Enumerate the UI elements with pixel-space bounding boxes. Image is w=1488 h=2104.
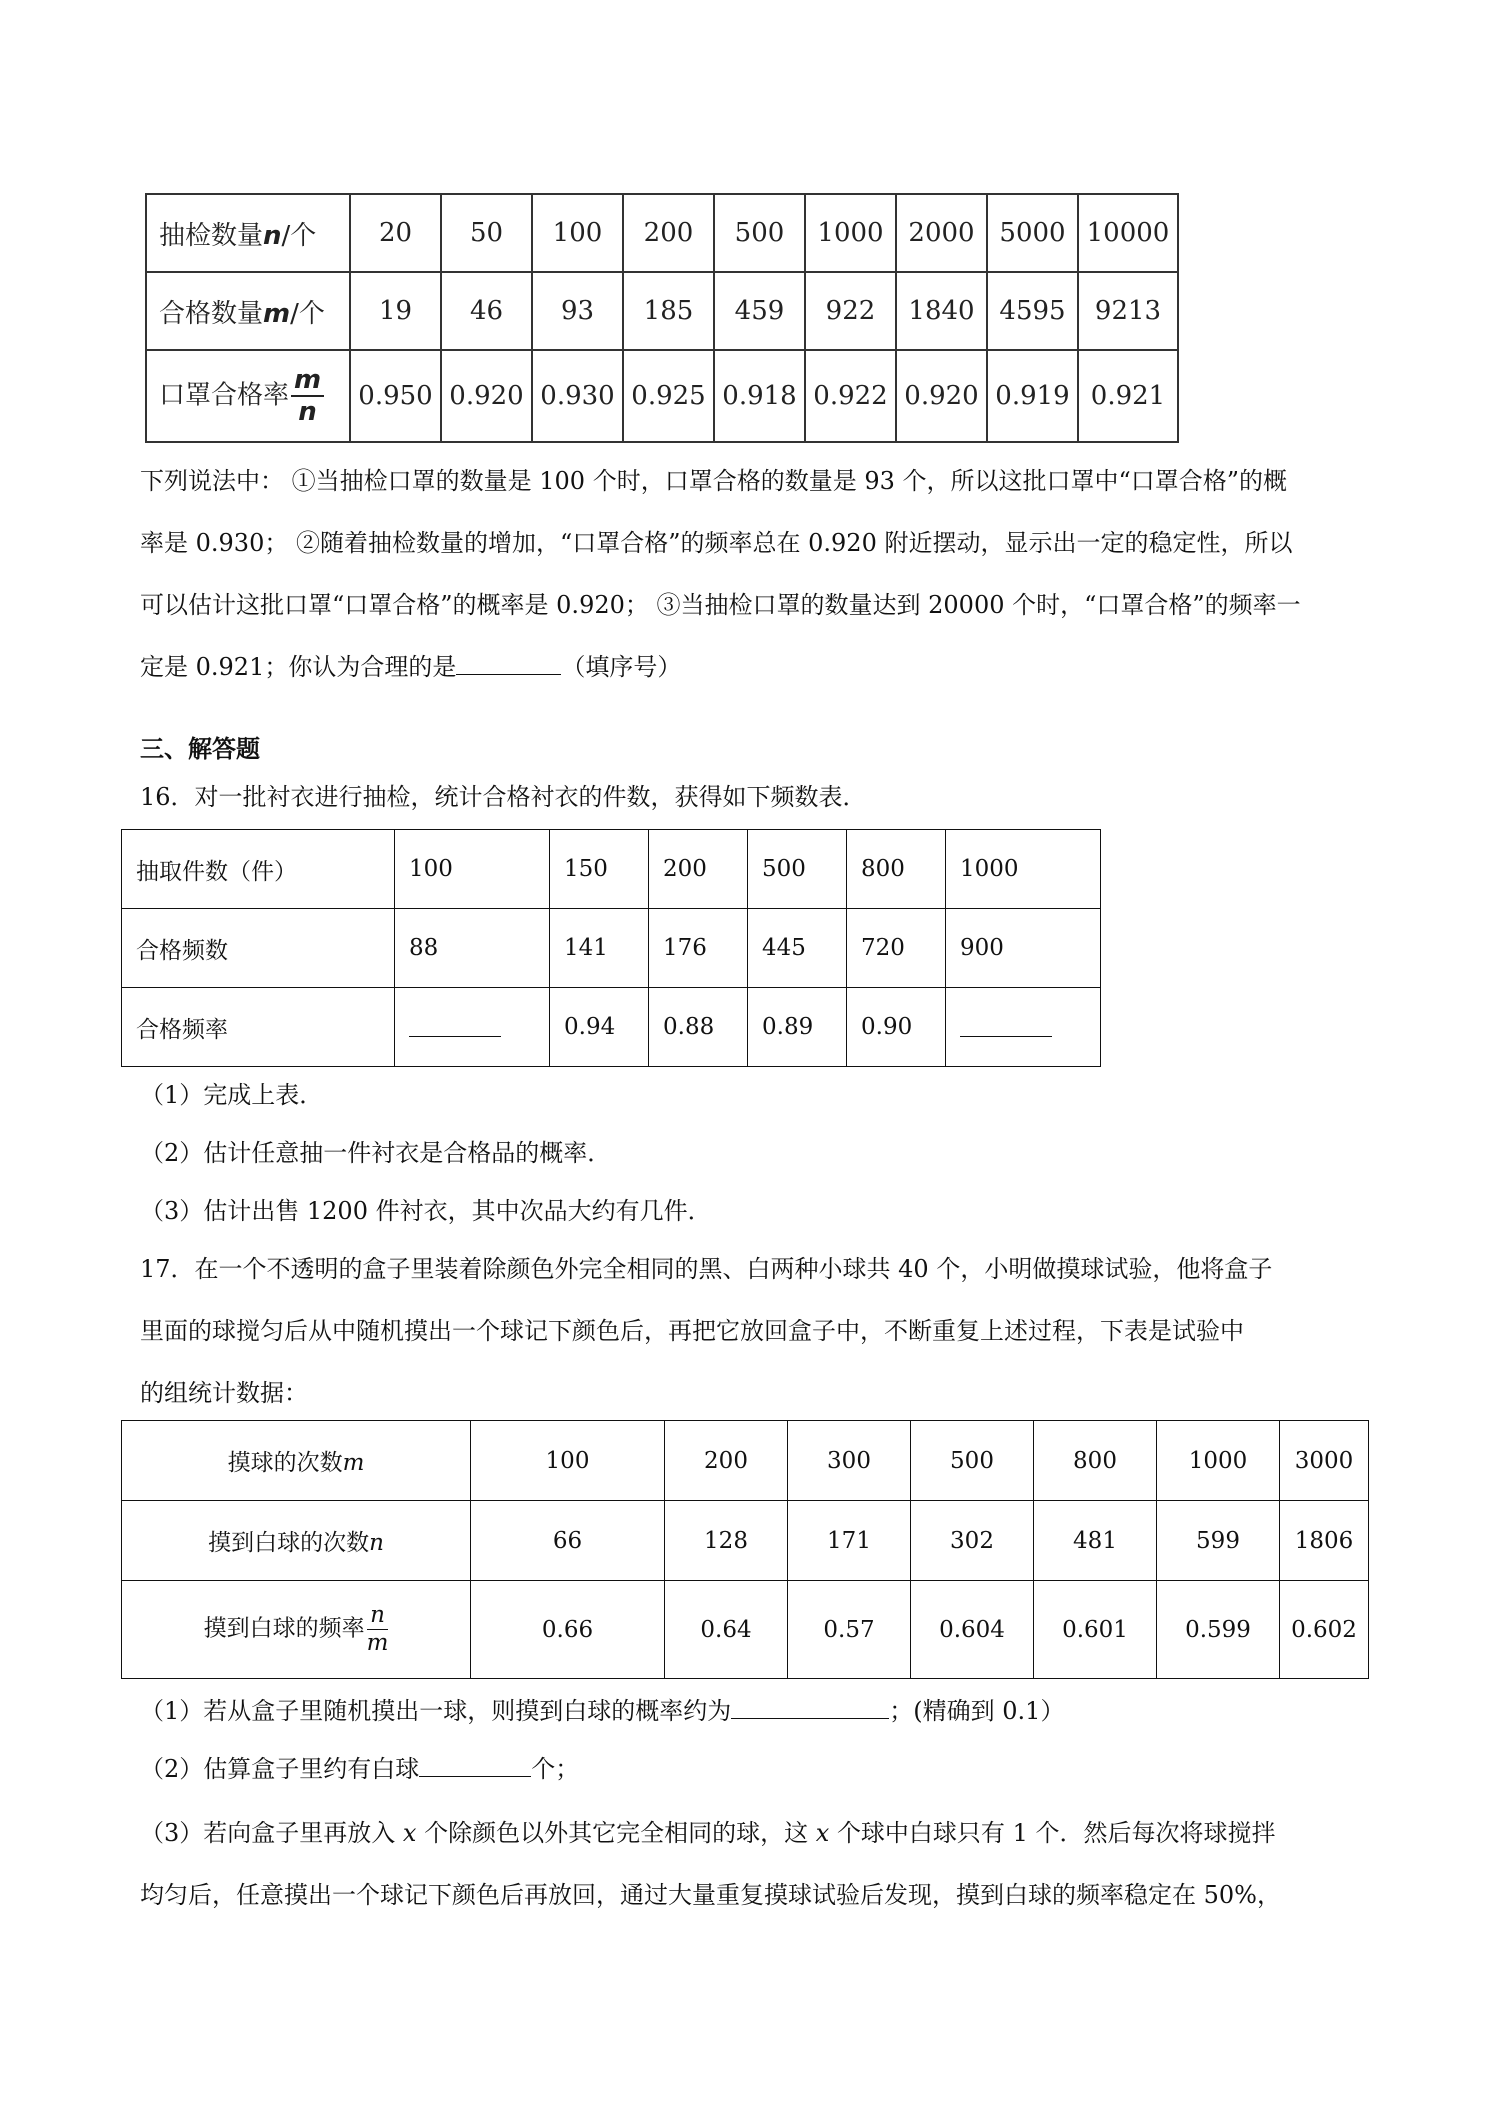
table-cell: 128 xyxy=(665,1501,788,1581)
fraction-n-over-m: $\frac{n}{m}$ xyxy=(366,1602,389,1656)
q17-stem-3: 的组统计数据： xyxy=(140,1379,308,1407)
q15-line-1: 下列说法中： ①当抽检口罩的数量是 100 个时，口罩合格的数量是 93 个，所以这批口罩中“口罩合格”的概 xyxy=(140,467,1288,495)
table-row xyxy=(122,1421,1369,1501)
table-cell: 0.601 xyxy=(1034,1581,1157,1679)
table-cell: 459 xyxy=(714,272,805,350)
table-cell: 50 xyxy=(441,194,532,272)
table-cell: 0.57 xyxy=(788,1581,911,1679)
table-cell: 500 xyxy=(911,1421,1034,1501)
table-cell: 922 xyxy=(805,272,896,350)
answer-blank xyxy=(419,1752,531,1777)
row-header-rate: 合格频率 xyxy=(122,988,395,1067)
table-cell: 1000 xyxy=(1157,1421,1280,1501)
q16-part-3: （3）估计出售 1200 件衬衣，其中次品大约有几件． xyxy=(140,1197,712,1225)
q15-line-4: 定是 0.921；你认为合理的是 （填序号） xyxy=(140,650,1362,684)
table-cell: 800 xyxy=(1034,1421,1157,1501)
row-header-rate: 摸到白球的频率 $\frac{n}{m}$ xyxy=(122,1581,471,1679)
row-header-count: 抽取件数（件） xyxy=(122,830,395,909)
table-cell: 10000 xyxy=(1078,194,1178,272)
q15-line-2: 率是 0.930； ②随着抽检数量的增加，“口罩合格”的频率总在 0.920 附近摆动，显示出一定的稳定性，所以 xyxy=(140,529,1293,557)
table-cell: 0.90 xyxy=(847,988,946,1067)
q16-part-1: （1）完成上表． xyxy=(140,1081,324,1109)
answer-blank xyxy=(960,1012,1052,1037)
table-cell: 200 xyxy=(623,194,714,272)
table-row xyxy=(122,909,1101,988)
row-header-rate: 口罩合格率 $\frac{m}{n}$ xyxy=(146,350,350,442)
table-cell: 0.599 xyxy=(1157,1581,1280,1679)
table-cell: 0.88 xyxy=(649,988,748,1067)
q17-part-3-cont: 均匀后，任意摸出一个球记下颜色后再放回，通过大量重复摸球试验后发现，摸到白球的频率稳定在 50%， xyxy=(140,1881,1281,1909)
table-cell: 176 xyxy=(649,909,748,988)
q17-stem-1: 17．在一个不透明的盒子里装着除颜色外完全相同的黑、白两种小球共 40 个，小明做摸球试验，他将盒子 xyxy=(140,1255,1273,1283)
table-row xyxy=(146,272,1178,350)
table-cell: 1840 xyxy=(896,272,987,350)
table-cell: 302 xyxy=(911,1501,1034,1581)
table-cell: 0.930 xyxy=(532,350,623,442)
table-cell: 100 xyxy=(395,830,550,909)
table-row xyxy=(122,830,1101,909)
table-cell: 171 xyxy=(788,1501,911,1581)
q16-part-2: （2）估计任意抽一件衬衣是合格品的概率． xyxy=(140,1139,612,1167)
table-cell: 0.921 xyxy=(1078,350,1178,442)
table-cell: 599 xyxy=(1157,1501,1280,1581)
table-cell: 2000 xyxy=(896,194,987,272)
table-row xyxy=(122,988,1101,1067)
answer-blank xyxy=(456,650,561,675)
table-cell: 4595 xyxy=(987,272,1078,350)
table-cell: 141 xyxy=(550,909,649,988)
table-cell: 0.922 xyxy=(805,350,896,442)
answer-blank xyxy=(731,1694,889,1719)
table-cell: 9213 xyxy=(1078,272,1178,350)
table-row xyxy=(146,350,1178,442)
table-cell: 66 xyxy=(471,1501,665,1581)
table-cell: 0.66 xyxy=(471,1581,665,1679)
table-cell: 800 xyxy=(847,830,946,909)
table-cell: 481 xyxy=(1034,1501,1157,1581)
ball-experiment-table xyxy=(121,1420,1369,1679)
table-cell: 46 xyxy=(441,272,532,350)
table-row xyxy=(122,1501,1369,1581)
q16-stem: 16．对一批衬衣进行抽检，统计合格衬衣的件数，获得如下频数表． xyxy=(140,783,867,811)
q17-part-2: （2）估算盒子里约有白球 个； xyxy=(140,1752,1362,1786)
table-cell: 200 xyxy=(665,1421,788,1501)
table-cell: 5000 xyxy=(987,194,1078,272)
table-cell: 1000 xyxy=(946,830,1101,909)
table-cell: 100 xyxy=(532,194,623,272)
table-cell: 900 xyxy=(946,909,1101,988)
table-cell: 0.920 xyxy=(441,350,532,442)
table-cell: 1000 xyxy=(805,194,896,272)
q15-line-3: 可以估计这批口罩“口罩合格”的概率是 0.920； ③当抽检口罩的数量达到 20000 个时，“口罩合格”的频率一 xyxy=(140,591,1301,619)
table-cell: 0.919 xyxy=(987,350,1078,442)
table-cell: 185 xyxy=(623,272,714,350)
table-cell: 500 xyxy=(714,194,805,272)
shirt-inspection-table xyxy=(121,829,1101,1067)
q17-part-3: （3）若向盒子里再放入 x 个除颜色以外其它完全相同的球，这 x 个球中白球只有 1 个．然后每次将球搅拌 xyxy=(140,1819,1276,1847)
row-header-tries: 摸球的次数m xyxy=(122,1421,471,1501)
table-cell: 445 xyxy=(748,909,847,988)
table-cell: 0.94 xyxy=(550,988,649,1067)
table-cell: 0.602 xyxy=(1280,1581,1369,1679)
row-header-qualified: 合格数量m/个 xyxy=(146,272,350,350)
table-cell: 19 xyxy=(350,272,441,350)
table-cell: 150 xyxy=(550,830,649,909)
table-row xyxy=(122,1581,1369,1679)
table-cell: 93 xyxy=(532,272,623,350)
table-cell: 20 xyxy=(350,194,441,272)
table-cell: 0.950 xyxy=(350,350,441,442)
table-cell: 720 xyxy=(847,909,946,988)
table-cell: 88 xyxy=(395,909,550,988)
q17-stem-2: 里面的球搅匀后从中随机摸出一个球记下颜色后，再把它放回盒子中，不断重复上述过程，下表是试验中 xyxy=(140,1317,1244,1345)
table-cell: 3000 xyxy=(1280,1421,1369,1501)
answer-blank xyxy=(409,1012,501,1037)
section-title: 三、解答题 xyxy=(140,735,260,763)
table-cell-blank xyxy=(395,988,550,1067)
table-cell: 300 xyxy=(788,1421,911,1501)
table-cell: 0.64 xyxy=(665,1581,788,1679)
table-row xyxy=(146,194,1178,272)
table-cell: 500 xyxy=(748,830,847,909)
table-cell: 0.918 xyxy=(714,350,805,442)
table-cell: 200 xyxy=(649,830,748,909)
row-header-count: 抽检数量n/个 xyxy=(146,194,350,272)
q17-part-1: （1）若从盒子里随机摸出一球，则摸到白球的概率约为 ；(精确到 0.1） xyxy=(140,1694,1362,1728)
row-header-whites: 摸到白球的次数n xyxy=(122,1501,471,1581)
table-cell: 0.920 xyxy=(896,350,987,442)
table-cell: 0.604 xyxy=(911,1581,1034,1679)
table-cell: 1806 xyxy=(1280,1501,1369,1581)
row-header-freq: 合格频数 xyxy=(122,909,395,988)
table-cell-blank xyxy=(946,988,1101,1067)
mask-inspection-table xyxy=(145,193,1179,443)
table-cell: 0.89 xyxy=(748,988,847,1067)
fraction-m-over-n: $\frac{m}{n}$ xyxy=(291,367,324,425)
table-cell: 0.925 xyxy=(623,350,714,442)
table-cell: 100 xyxy=(471,1421,665,1501)
